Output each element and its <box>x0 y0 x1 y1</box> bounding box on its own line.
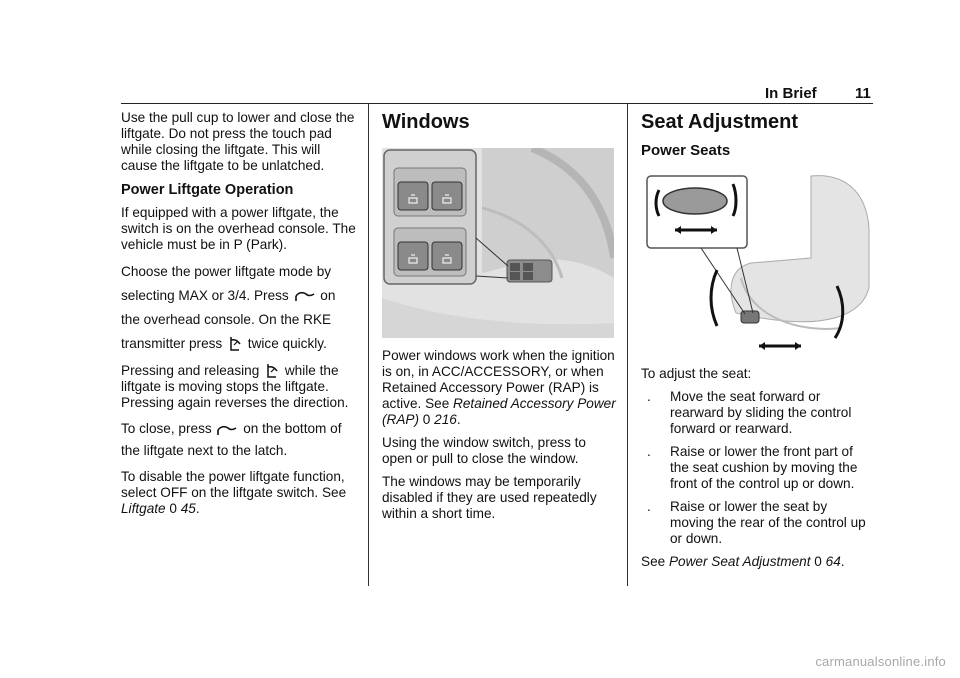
text-run: To disable the power liftgate function, select OFF on the liftgate switch. See <box>121 469 347 501</box>
liftgate-paragraph-5: To disable the power liftgate function, select OFF on the liftgate switch. See Liftgate 0 45. <box>121 469 347 517</box>
liftgate-button-icon <box>295 290 315 302</box>
windows-paragraph-2: Using the window switch, press to open or pull to close the window. <box>382 435 586 466</box>
cross-reference[interactable]: Retained Accessory Power (RAP) <box>382 396 616 427</box>
text-run: on the bottom of the liftgate next to the latch. <box>121 421 342 459</box>
column-windows <box>382 110 616 529</box>
liftgate-paragraph-4 <box>121 418 356 462</box>
list-item <box>641 499 873 547</box>
cross-reference-page[interactable]: 64 <box>825 554 841 569</box>
liftgate-button-icon <box>217 424 237 436</box>
liftgate-paragraph-2 <box>121 260 356 356</box>
power-liftgate-heading: Power Liftgate Operation <box>121 182 294 198</box>
cross-reference-page[interactable]: 45 <box>180 501 196 517</box>
power-seat-illustration <box>641 168 873 352</box>
windows-paragraph-3: The windows may be temporarily disabled if they are used repeatedly within a short time. <box>382 474 597 521</box>
section-title: In Brief <box>765 85 817 102</box>
page-ref-symbol: 0 <box>814 554 822 569</box>
bullet-marker: . <box>647 389 651 404</box>
power-seats-heading: Power Seats <box>641 142 731 159</box>
windows-paragraph-1: Power windows work when the ignition is on, in ACC/ACCESSORY, or when Retained Accessory Power (RAP) is active. See Retained Accessory Power (RAP) 0 216. <box>382 348 616 427</box>
watermark: carmanualsonline.info <box>815 654 946 669</box>
list-item <box>641 389 873 437</box>
cross-reference[interactable]: Liftgate <box>121 501 166 517</box>
page-number: 11 <box>855 85 871 102</box>
windows-heading: Windows <box>382 111 470 133</box>
text-run: while the liftgate is moving stops the liftgate. Pressing again reverses the direction. <box>121 363 349 411</box>
list-item <box>641 444 873 492</box>
column-liftgate <box>121 110 356 524</box>
intro-paragraph: Use the pull cup to lower and close the liftgate. Do not press the touch pad while closing the liftgate. This will cause the liftgate to be unlatched. <box>121 110 355 173</box>
bullet-marker: . <box>647 444 651 459</box>
text-run: Power windows work when the ignition is on, in ACC/ACCESSORY, or when Retained Accessory Power (RAP) is active. See <box>382 348 615 411</box>
list-item-text: Raise or lower the front part of the seat cushion by moving the front of the control up or down. <box>670 444 858 491</box>
liftgate-paragraph-1: If equipped with a power liftgate, the switch is on the overhead console. The vehicle must be in P (Park). <box>121 205 356 252</box>
text-run: twice quickly. <box>247 336 327 351</box>
cross-reference-page[interactable]: 216 <box>434 412 457 427</box>
window-switch-illustration <box>382 148 614 338</box>
header-rule <box>121 103 873 104</box>
rke-liftgate-icon <box>228 336 242 352</box>
seat-adjustment-heading: Seat Adjustment <box>641 111 799 133</box>
page-ref-symbol: 0 <box>422 412 431 427</box>
list-item-text: Raise or lower the seat by moving the rear of the control up or down. <box>670 499 866 546</box>
column-divider <box>627 104 628 586</box>
cross-reference[interactable]: Power Seat Adjustment <box>668 554 811 569</box>
seat-lead-text: To adjust the seat: <box>641 366 752 381</box>
text-run: To close, press <box>121 421 212 437</box>
text-run: Choose the power liftgate mode by selecting MAX or 3/4. Press <box>121 264 332 303</box>
liftgate-paragraph-3 <box>121 363 356 411</box>
page-ref-symbol: 0 <box>169 501 177 517</box>
text-run: Pressing and releasing <box>121 363 260 378</box>
text-run: See <box>641 554 666 569</box>
bullet-marker: . <box>647 499 651 514</box>
text-run: on the overhead console. On the RKE transmitter press <box>121 288 336 351</box>
column-seat-adjustment <box>641 110 873 577</box>
list-item-text: Move the seat forward or rearward by sliding the control forward or rearward. <box>670 389 852 436</box>
rke-liftgate-icon <box>265 363 279 379</box>
seat-see-also: See Power Seat Adjustment 0 64. <box>641 554 845 569</box>
column-divider <box>368 104 369 586</box>
